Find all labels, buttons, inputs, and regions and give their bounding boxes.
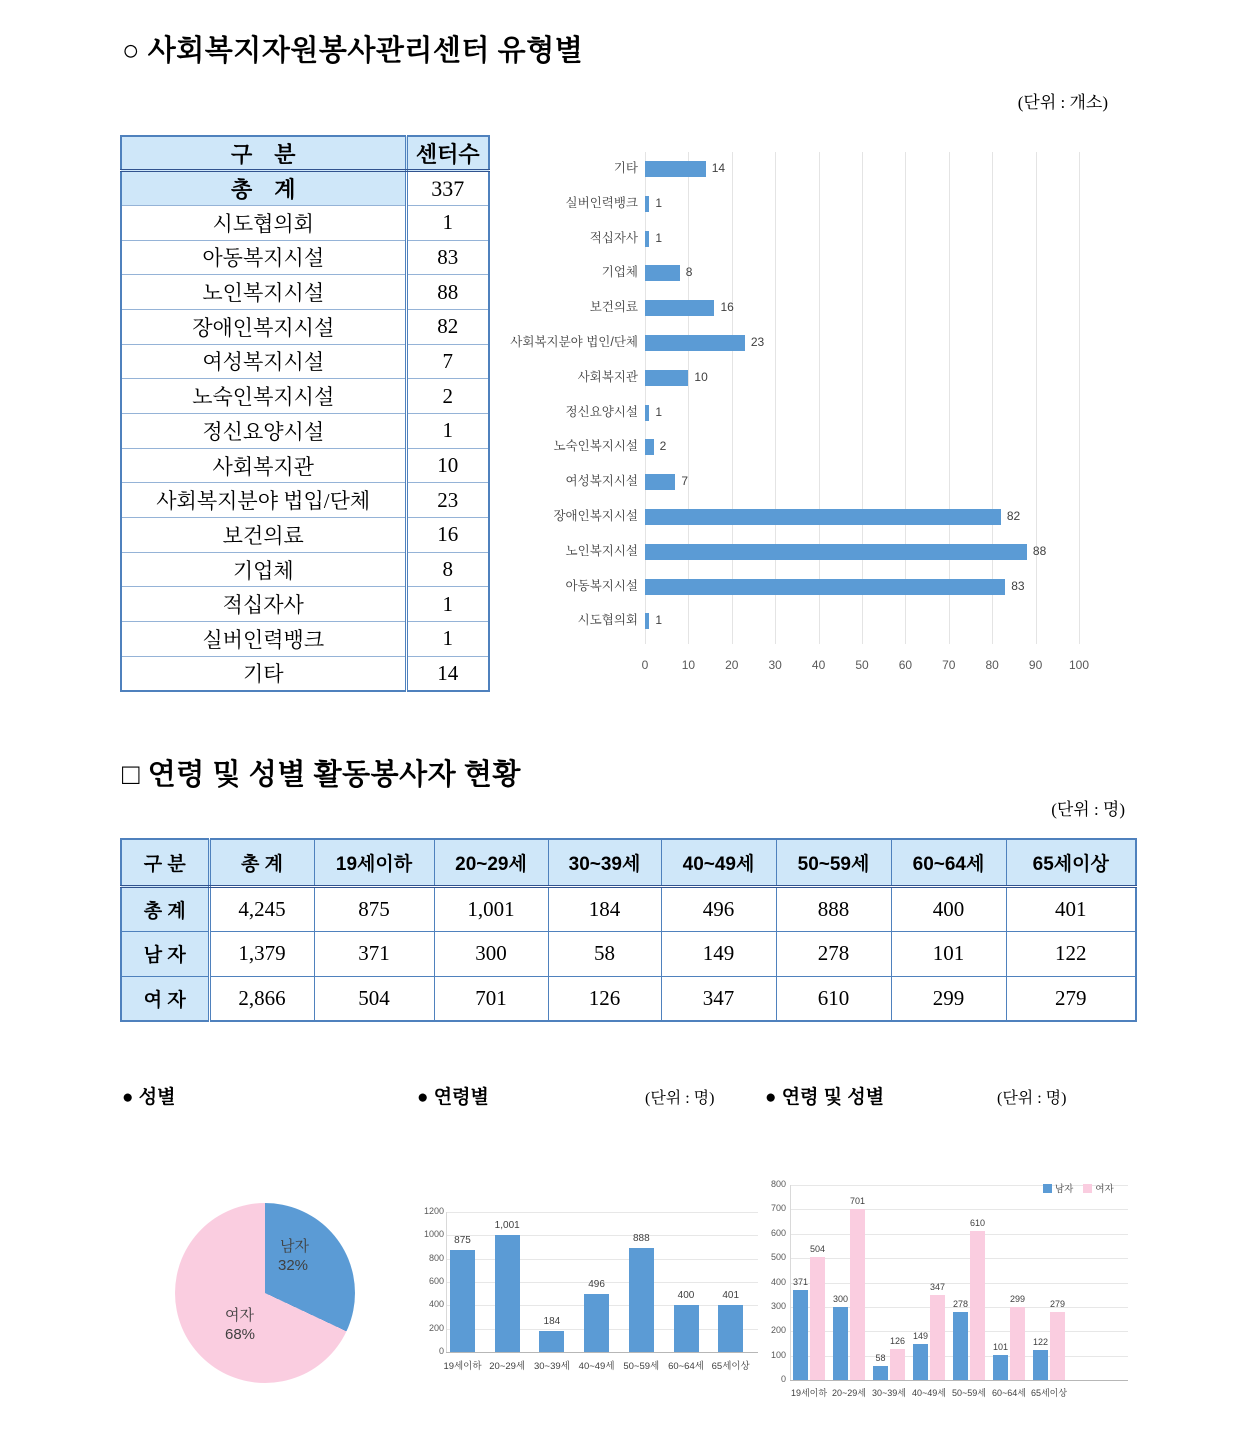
bar-category-label: 정신요양시설 — [565, 404, 638, 419]
pie-pct-female: 68% — [225, 1326, 256, 1343]
bar — [584, 1294, 609, 1352]
gridline — [905, 152, 906, 644]
bar-value-label: 1,001 — [494, 1220, 520, 1232]
section2-title: □ 연령 및 성별 활동봉사자 현황 — [122, 759, 521, 791]
cell: 299 — [891, 976, 1006, 1021]
y-tick-label: 600 — [770, 1227, 786, 1238]
table-row-total — [121, 886, 1136, 931]
bar-value-label: 7 — [681, 474, 689, 489]
bar-female — [970, 1231, 985, 1380]
cell: 875 — [314, 886, 434, 931]
bar-value-label: 1 — [655, 230, 663, 245]
bar — [645, 579, 1005, 595]
pie-label-female: 여자 — [225, 1307, 254, 1324]
gridline — [1079, 152, 1080, 644]
bar-value-label: 149 — [912, 1330, 929, 1341]
gridline — [446, 1259, 758, 1260]
cell: 1,001 — [434, 886, 548, 931]
header-cell: 총 계 — [209, 839, 314, 886]
x-category-label: 40~49세 — [578, 1361, 615, 1372]
pie-circle — [175, 1203, 355, 1383]
header-cell: 50~59세 — [776, 839, 891, 886]
gridline — [446, 1212, 758, 1213]
bar-male — [793, 1290, 808, 1380]
bar-value-label: 610 — [969, 1218, 986, 1229]
legend — [1043, 1181, 1114, 1195]
pie-pct-male: 32% — [278, 1257, 309, 1274]
row-label: 총 계 — [121, 886, 209, 931]
bar-category-label: 아동복지시설 — [565, 578, 638, 593]
y-tick-label: 200 — [770, 1325, 786, 1336]
row-value: 10 — [406, 448, 489, 483]
bar-category-label: 시도협의회 — [577, 613, 638, 628]
gridline — [862, 152, 863, 644]
header-cell: 30~39세 — [548, 839, 661, 886]
bar-category-label: 사회복지분야 법인/단체 — [510, 335, 638, 349]
cell: 126 — [548, 976, 661, 1021]
cell: 278 — [776, 931, 891, 976]
x-tick-label: 10 — [681, 658, 696, 672]
x-tick-label: 60 — [898, 658, 913, 672]
legend-item — [1043, 1181, 1073, 1195]
x-category-label: 50~59세 — [952, 1388, 986, 1398]
gender-chart-title: ● 성별 — [122, 1087, 176, 1108]
header-cell: 60~64세 — [891, 839, 1006, 886]
bar-male — [953, 1312, 968, 1380]
bar-category-label: 기타 — [613, 161, 638, 175]
table-row — [121, 448, 489, 483]
center-type-table — [120, 135, 490, 692]
x-tick-label: 30 — [768, 658, 782, 672]
bar-female — [930, 1295, 945, 1380]
row-label: 노숙인복지시설 — [121, 379, 406, 414]
x-category-label: 19세이하 — [443, 1361, 482, 1372]
table-header-row — [121, 136, 489, 171]
cell: 300 — [434, 931, 548, 976]
row-value: 16 — [406, 518, 489, 553]
row-value: 14 — [406, 656, 489, 691]
legend-item — [1083, 1181, 1113, 1195]
header-cell: 65세이상 — [1006, 839, 1136, 886]
bar — [645, 196, 649, 212]
header-cell: 19세이하 — [314, 839, 434, 886]
bar-female — [810, 1257, 825, 1380]
table-row — [121, 344, 489, 379]
table-row-male — [121, 931, 1136, 976]
legend-label: 남자 — [1055, 1184, 1074, 1195]
bar — [645, 509, 1001, 525]
gridline — [790, 1283, 1128, 1284]
section1-unit-label: (단위 : 개소) — [1017, 93, 1108, 112]
y-tick-label: 300 — [770, 1300, 786, 1311]
table-row — [121, 518, 489, 553]
bar-value-label: 16 — [720, 300, 734, 315]
row-label: 사회복지관 — [121, 448, 406, 483]
cell: 610 — [776, 976, 891, 1021]
bar-value-label: 496 — [588, 1279, 605, 1291]
bar — [645, 161, 706, 177]
bar-category-label: 보건의료 — [589, 300, 638, 315]
y-tick-label: 500 — [770, 1252, 786, 1263]
center-type-bar-chart — [510, 140, 1135, 690]
bar-value-label: 278 — [952, 1299, 969, 1310]
table-row — [121, 552, 489, 587]
age-gender-table — [120, 838, 1137, 1022]
table-row — [121, 483, 489, 518]
x-category-label: 40~49세 — [912, 1388, 946, 1398]
x-tick-label: 80 — [985, 658, 999, 672]
row-value: 8 — [406, 552, 489, 587]
row-label: 사회복지분야 법입/단체 — [121, 483, 406, 518]
bar — [645, 335, 745, 351]
age-bar-chart — [420, 1180, 765, 1420]
y-tick-label: 800 — [770, 1179, 786, 1189]
bar — [645, 544, 1027, 560]
bar-value-label: 875 — [454, 1234, 471, 1246]
row-label: 여성복지시설 — [121, 344, 406, 379]
bar-value-label: 14 — [711, 161, 726, 175]
row-value: 23 — [406, 483, 489, 518]
bar — [674, 1305, 699, 1352]
x-category-label: 65세이상 — [1030, 1388, 1068, 1398]
x-category-label: 20~29세 — [832, 1388, 866, 1398]
bar-category-label: 여성복지시설 — [565, 474, 638, 489]
cell: 347 — [661, 976, 776, 1021]
y-tick-label: 0 — [438, 1346, 444, 1356]
bar-female — [890, 1349, 905, 1380]
bar — [450, 1250, 475, 1352]
x-tick-label: 70 — [942, 658, 956, 672]
y-tick-label: 700 — [770, 1203, 786, 1214]
x-category-label: 60~64세 — [992, 1388, 1026, 1398]
table-total-row — [121, 171, 489, 206]
gridline — [992, 152, 993, 644]
bar-value-label: 888 — [632, 1233, 650, 1245]
age-gender-chart-title: ● 연령 및 성별 — [765, 1087, 885, 1108]
bar — [645, 613, 649, 629]
bar — [645, 370, 688, 386]
cell: 1,379 — [209, 931, 314, 976]
row-label: 남 자 — [121, 931, 209, 976]
cell: 496 — [661, 886, 776, 931]
bar-category-label: 노숙인복지시설 — [553, 439, 638, 454]
x-axis-line — [446, 1352, 758, 1353]
table-header-row — [121, 839, 1136, 886]
x-tick-label: 90 — [1028, 658, 1043, 672]
bar — [645, 300, 714, 316]
x-category-label: 20~29세 — [489, 1361, 526, 1372]
y-axis-line — [645, 152, 646, 644]
table-row-female — [121, 976, 1136, 1021]
row-value: 1 — [406, 205, 489, 240]
table-row — [121, 622, 489, 657]
row-value: 83 — [406, 240, 489, 275]
bar-category-label: 적십자사 — [589, 230, 638, 245]
cell: 371 — [314, 931, 434, 976]
x-category-label: 50~59세 — [623, 1361, 660, 1372]
row-label: 정신요양시설 — [121, 414, 406, 449]
table-row — [121, 656, 489, 691]
bar-male — [993, 1355, 1008, 1380]
y-tick-label: 1000 — [423, 1229, 444, 1240]
bar — [495, 1235, 520, 1352]
header-category: 구 분 — [121, 136, 406, 171]
row-value: 1 — [406, 622, 489, 657]
row-value: 1 — [406, 587, 489, 622]
cell: 504 — [314, 976, 434, 1021]
total-value: 337 — [406, 171, 489, 206]
row-label: 기타 — [121, 656, 406, 691]
x-category-label: 65세이상 — [711, 1361, 750, 1372]
cell: 122 — [1006, 931, 1136, 976]
gridline — [775, 152, 776, 644]
header-count: 센터수 — [406, 136, 489, 171]
gridline — [790, 1258, 1128, 1259]
x-category-label: 19세이하 — [790, 1388, 828, 1398]
bar-value-label: 184 — [543, 1315, 561, 1327]
cell: 888 — [776, 886, 891, 931]
bar — [645, 265, 680, 281]
row-value: 82 — [406, 309, 489, 344]
bar-value-label: 504 — [809, 1244, 826, 1255]
section1-title: ○ 사회복지자원봉사관리센터 유형별 — [122, 35, 584, 67]
bar-value-label: 300 — [832, 1293, 849, 1304]
row-label: 시도협의회 — [121, 205, 406, 240]
gender-pie-chart — [175, 1203, 355, 1383]
cell: 2,866 — [209, 976, 314, 1021]
cell: 149 — [661, 931, 776, 976]
bar — [718, 1305, 743, 1352]
bar — [539, 1331, 564, 1352]
cell: 701 — [434, 976, 548, 1021]
bar-category-label: 실버인력뱅크 — [565, 195, 638, 210]
bar-male — [833, 1307, 848, 1380]
gridline — [446, 1235, 758, 1236]
bar-value-label: 126 — [889, 1336, 906, 1347]
header-cell: 구 분 — [121, 839, 209, 886]
bar-category-label: 사회복지관 — [577, 369, 638, 384]
y-tick-label: 400 — [770, 1276, 786, 1287]
y-axis-line — [446, 1212, 447, 1353]
age-chart-unit-label: (단위 : 명) — [645, 1090, 715, 1107]
gridline — [732, 152, 733, 644]
row-value: 88 — [406, 275, 489, 310]
x-category-label: 60~64세 — [668, 1361, 704, 1372]
bar-value-label: 401 — [722, 1290, 740, 1302]
y-tick-label: 0 — [780, 1374, 786, 1384]
row-label: 기업체 — [121, 552, 406, 587]
table-row — [121, 275, 489, 310]
x-category-label: 30~39세 — [872, 1388, 906, 1398]
legend-swatch-icon — [1043, 1184, 1052, 1193]
bar-category-label: 노인복지시설 — [565, 543, 638, 558]
bar-value-label: 10 — [694, 369, 708, 384]
row-label: 실버인력뱅크 — [121, 622, 406, 657]
bar — [645, 474, 675, 490]
bar — [645, 439, 654, 455]
bar-value-label: 371 — [792, 1276, 809, 1287]
bar-value-label: 23 — [750, 335, 765, 349]
row-label: 아동복지시설 — [121, 240, 406, 275]
bar-male — [1033, 1350, 1048, 1380]
table-row — [121, 379, 489, 414]
row-label: 여 자 — [121, 976, 209, 1021]
legend-label: 여자 — [1095, 1184, 1114, 1195]
gridline — [790, 1209, 1128, 1210]
age-chart-title: ● 연령별 — [417, 1087, 489, 1108]
gridline — [819, 152, 820, 644]
bar-category-label: 장애인복지시설 — [553, 509, 638, 523]
row-value: 7 — [406, 344, 489, 379]
bar-value-label: 88 — [1032, 543, 1047, 558]
bar-value-label: 122 — [1032, 1337, 1049, 1348]
row-label: 보건의료 — [121, 518, 406, 553]
cell: 101 — [891, 931, 1006, 976]
bar-value-label: 1 — [655, 404, 663, 419]
x-tick-label: 100 — [1068, 658, 1090, 672]
table-row — [121, 205, 489, 240]
bar-value-label: 8 — [685, 265, 693, 280]
header-cell: 40~49세 — [661, 839, 776, 886]
table-row — [121, 240, 489, 275]
bar-value-label: 2 — [659, 439, 667, 454]
table-row — [121, 309, 489, 344]
y-tick-label: 100 — [770, 1349, 786, 1360]
section2-unit-label: (단위 : 명) — [1051, 800, 1125, 819]
y-tick-label: 1200 — [423, 1206, 444, 1216]
bar-value-label: 279 — [1049, 1298, 1066, 1309]
x-tick-label: 50 — [855, 658, 869, 672]
row-label: 장애인복지시설 — [121, 309, 406, 344]
bar-female — [1010, 1307, 1025, 1380]
row-value: 2 — [406, 379, 489, 414]
bar-value-label: 83 — [1011, 578, 1025, 593]
age-gender-chart-unit-label: (단위 : 명) — [997, 1090, 1067, 1107]
bar-value-label: 58 — [875, 1352, 886, 1363]
table-row — [121, 587, 489, 622]
bar — [645, 231, 649, 247]
cell: 279 — [1006, 976, 1136, 1021]
bar-value-label: 101 — [992, 1342, 1009, 1353]
age-gender-bar-chart — [760, 1165, 1140, 1440]
gridline — [949, 152, 950, 644]
bar-female — [850, 1209, 865, 1380]
x-tick-label: 20 — [725, 658, 739, 672]
y-tick-label: 600 — [428, 1276, 444, 1286]
legend-swatch-icon — [1083, 1184, 1092, 1193]
bar-value-label: 347 — [929, 1282, 946, 1293]
gridline — [688, 152, 689, 644]
x-tick-label: 40 — [811, 658, 826, 672]
x-tick-label: 0 — [641, 658, 649, 672]
y-tick-label: 400 — [428, 1299, 444, 1310]
bar-value-label: 400 — [677, 1290, 695, 1302]
bar-category-label: 기업체 — [601, 265, 638, 280]
gridline — [1036, 152, 1037, 644]
header-cell: 20~29세 — [434, 839, 548, 886]
cell: 184 — [548, 886, 661, 931]
total-label: 총 계 — [121, 171, 406, 206]
table-row — [121, 414, 489, 449]
gridline — [790, 1234, 1128, 1235]
bar — [645, 405, 649, 421]
cell: 400 — [891, 886, 1006, 931]
cell: 4,245 — [209, 886, 314, 931]
bar-value-label: 82 — [1006, 509, 1021, 523]
bar-value-label: 1 — [655, 613, 663, 628]
bar-female — [1050, 1312, 1065, 1380]
bar-male — [873, 1366, 888, 1380]
x-axis-line — [790, 1380, 1128, 1381]
bar-value-label: 299 — [1009, 1294, 1026, 1305]
x-category-label: 30~39세 — [533, 1361, 570, 1372]
bar-value-label: 1 — [655, 195, 663, 210]
y-tick-label: 800 — [428, 1252, 444, 1263]
bar-male — [913, 1344, 928, 1380]
bar-value-label: 701 — [849, 1196, 866, 1207]
y-tick-label: 200 — [428, 1322, 444, 1333]
pie-label-male: 남자 — [280, 1238, 309, 1255]
bar — [629, 1248, 654, 1352]
cell: 401 — [1006, 886, 1136, 931]
row-value: 1 — [406, 414, 489, 449]
row-label: 노인복지시설 — [121, 275, 406, 310]
cell: 58 — [548, 931, 661, 976]
row-label: 적십자사 — [121, 587, 406, 622]
